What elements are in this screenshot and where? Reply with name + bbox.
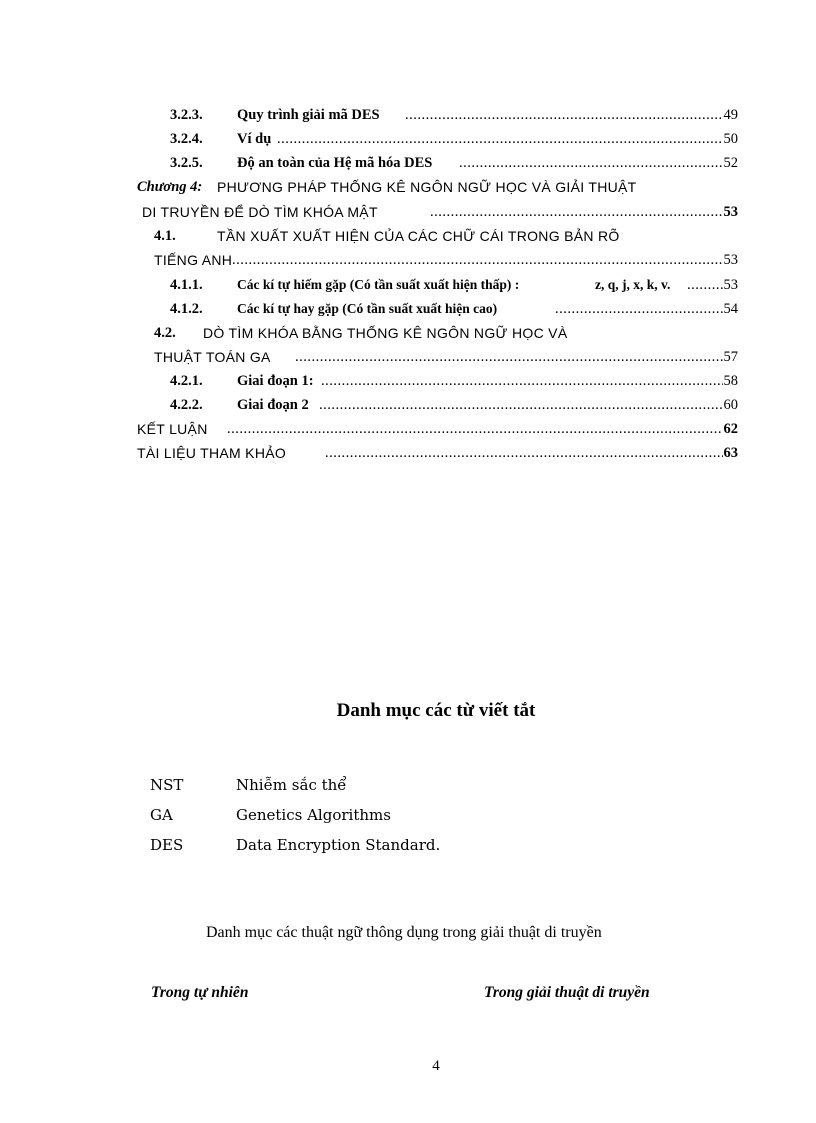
toc-entry-title: Độ an toàn của Hệ mã hóa DES <box>237 155 433 171</box>
toc-entry-title: Quy trình giải mã DES <box>237 107 380 123</box>
toc-page-number: 49 <box>723 104 739 126</box>
toc-section[interactable] <box>137 225 738 247</box>
toc-section-title-line1: TẦN XUẤT XUẤT HIỆN CỦA CÁC CHỮ CÁI TRONG BẢN RÕ <box>217 228 620 244</box>
abbreviation-term: DES <box>150 836 184 854</box>
toc-leader <box>459 152 738 174</box>
toc-entry-title: Ví dụ <box>237 131 272 147</box>
toc-page-number: 58 <box>723 370 739 392</box>
toc-chapter-heading[interactable] <box>137 176 738 198</box>
toc-entry-number: 3.2.3. <box>170 107 203 123</box>
chapter-prefix: Chương 4: <box>137 179 203 195</box>
toc-entry[interactable] <box>137 128 738 150</box>
chapter-title-line1: PHƯƠNG PHÁP THỐNG KÊ NGÔN NGỮ HỌC VÀ GIẢI THUẬT <box>217 179 637 195</box>
toc-entry-number: 4.2.2. <box>170 397 203 413</box>
toc-entry-number: 4.2.1. <box>170 373 203 389</box>
chapter-title-line2: DI TRUYỀN ĐỂ DÒ TÌM KHÓA MẬT <box>142 204 378 220</box>
toc-entry-letters: z, q, j, x, k, v. <box>595 277 671 292</box>
toc-leader <box>295 346 738 368</box>
toc-entry-title: Giai đoạn 2 <box>237 397 309 413</box>
toc-leader <box>555 298 738 320</box>
toc-leader <box>232 249 738 271</box>
toc-section-cont[interactable] <box>137 346 738 368</box>
toc-section-number: 4.1. <box>154 228 176 244</box>
toc-entry[interactable] <box>137 274 738 296</box>
toc-page-number: 62 <box>723 418 739 440</box>
toc-page-number: 50 <box>723 128 739 150</box>
abbreviation-meaning: Genetics Algorithms <box>236 806 391 824</box>
toc-entry-title: Các kí tự hay gặp (Có tần suất xuất hiện cao) <box>237 301 498 316</box>
terms-column-left-heading: Trong tự nhiên <box>151 984 249 1001</box>
toc-entry-number: 3.2.4. <box>170 131 203 147</box>
toc-entry-title: Giai đoạn 1: <box>237 373 314 389</box>
toc-section-title-line1: DÒ TÌM KHÓA BẰNG THỐNG KÊ NGÔN NGỮ HỌC VÀ <box>203 325 568 341</box>
toc-entry-title: KẾT LUẬN <box>137 421 208 437</box>
toc-page-number: 53 <box>723 249 739 271</box>
toc-section[interactable] <box>137 322 738 344</box>
toc-section-number: 4.2. <box>154 325 176 341</box>
toc-entry-number: 4.1.1. <box>170 277 203 293</box>
toc-leader <box>319 394 738 416</box>
page-number: 4 <box>432 1058 440 1074</box>
abbreviations-heading: Danh mục các từ viết tắt <box>336 700 536 721</box>
toc-leader <box>277 128 738 150</box>
toc-page-number: 63 <box>723 442 739 464</box>
toc-entry-number: 4.1.2. <box>170 301 203 317</box>
toc-entry-title: Các kí tự hiếm gặp (Có tần suất xuất hiện thấp) : <box>237 277 520 292</box>
toc-entry-title: TÀI LIỆU THAM KHẢO <box>137 445 287 461</box>
toc-entry[interactable] <box>137 104 738 126</box>
toc-entry[interactable] <box>137 394 738 416</box>
toc-leader <box>325 442 738 464</box>
toc-page-number: 53 <box>723 274 739 296</box>
toc-section-cont[interactable] <box>137 249 738 271</box>
toc-page-number: 54 <box>723 298 739 320</box>
toc-page-number: 57 <box>723 346 739 368</box>
toc-entry[interactable] <box>137 370 738 392</box>
toc-page-number: 53 <box>723 201 739 223</box>
toc-chapter-entry[interactable] <box>137 442 738 464</box>
toc-section-title-line2: TIẾNG ANH <box>154 252 233 268</box>
toc-page-number: 60 <box>723 394 739 416</box>
toc-entry[interactable] <box>137 152 738 174</box>
toc-chapter-heading-cont[interactable] <box>137 201 738 223</box>
toc-entry[interactable] <box>137 298 738 320</box>
abbreviation-meaning: Data Encryption Standard. <box>236 836 441 854</box>
toc-leader <box>227 418 738 440</box>
toc-leader <box>430 201 738 223</box>
terms-column-right-heading: Trong giải thuật di truyền <box>484 984 650 1001</box>
toc-entry-number: 3.2.5. <box>170 155 203 171</box>
abbreviation-term: NST <box>150 776 184 794</box>
abbreviation-term: GA <box>150 806 173 824</box>
toc-leader <box>405 104 738 126</box>
abbreviation-meaning: Nhiễm sắc thể <box>236 776 347 794</box>
toc-chapter-entry[interactable] <box>137 418 738 440</box>
toc-page-number: 52 <box>723 152 739 174</box>
toc-leader <box>321 370 738 392</box>
toc-section-title-line2: THUẬT TOÁN GA <box>154 349 271 365</box>
terms-heading: Danh mục các thuật ngữ thông dụng trong giải thuật di truyền <box>206 924 602 941</box>
